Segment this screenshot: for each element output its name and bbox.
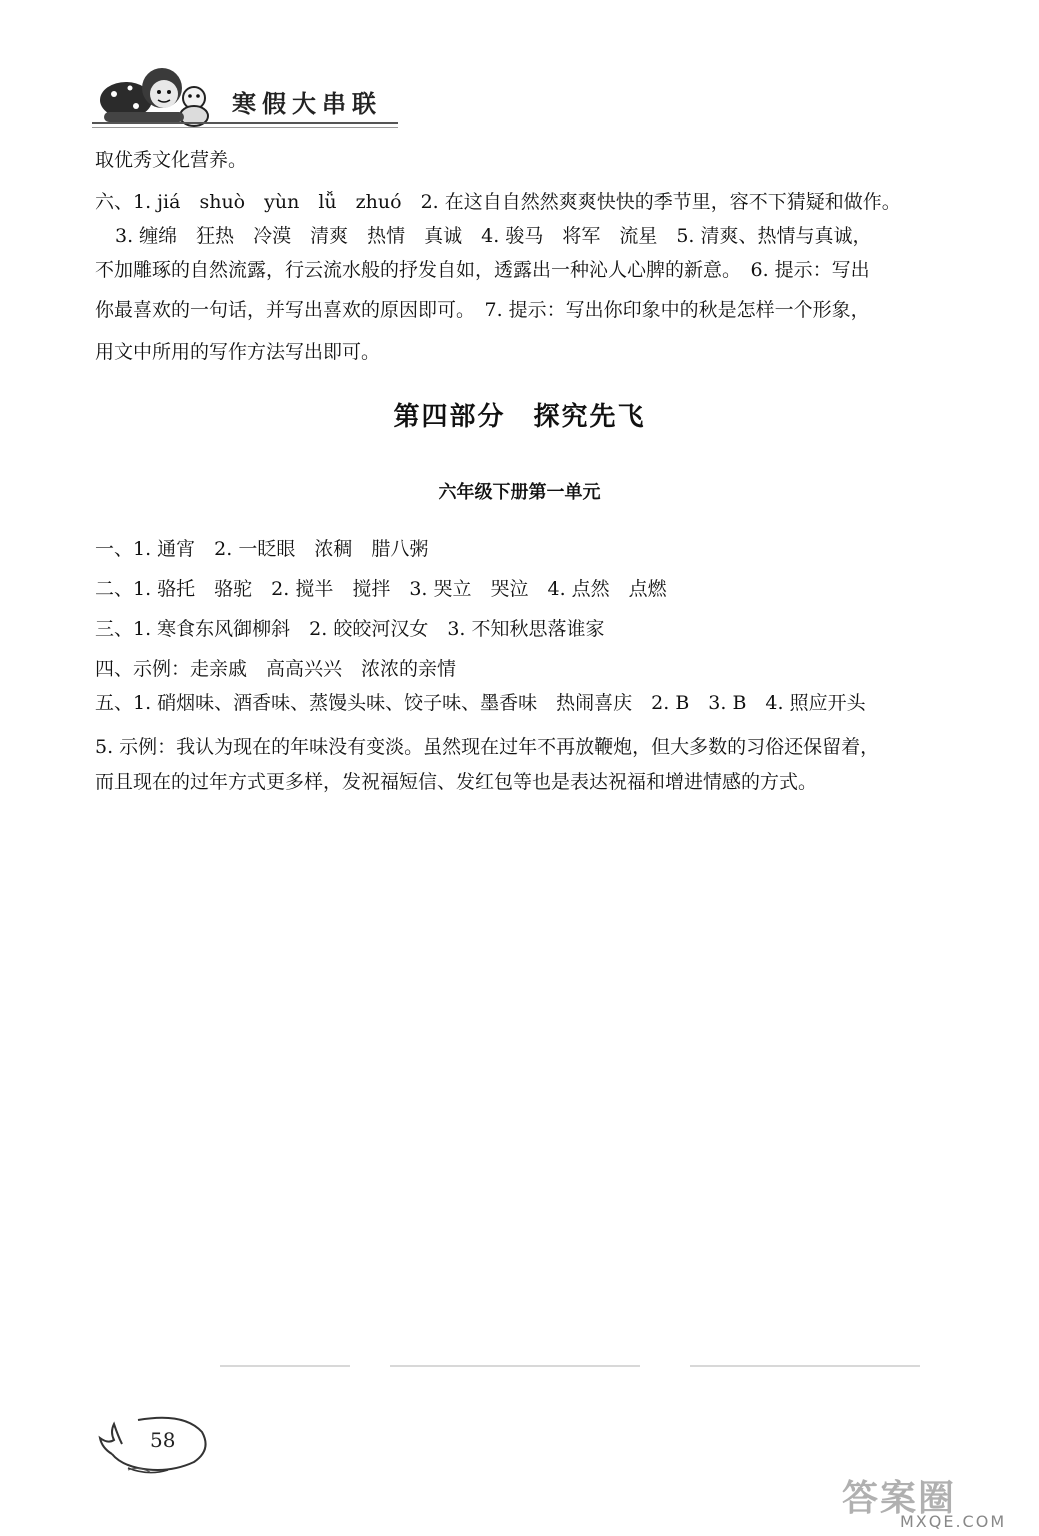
answer-line: 一、1. 通宵 2. 一眨眼 浓稠 腊八粥: [95, 538, 429, 560]
page-number: 58: [150, 1428, 176, 1452]
header-title: 寒假大串联: [232, 89, 382, 118]
footer-divider: [220, 1364, 920, 1368]
answer-line: 二、1. 骆托 骆驼 2. 搅半 搅拌 3. 哭立 哭泣 4. 点然 点燃: [95, 578, 667, 600]
answer-line: 不加雕琢的自然流露，行云流水般的抒发自如，透露出一种沁人心脾的新意。 6. 提示：写出: [95, 259, 870, 281]
answer-line: 3. 缠绵 狂热 冷漠 清爽 热情 真诚 4. 骏马 将军 流星 5. 清爽、热情与真诚，: [115, 225, 872, 247]
mascot-illustration: [96, 58, 216, 130]
answer-line: 三、1. 寒食东风御柳斜 2. 皎皎河汉女 3. 不知秋思落谁家: [95, 618, 605, 640]
answer-line: 用文中所用的写作方法写出即可。: [95, 341, 381, 363]
header-divider-thin: [92, 127, 398, 128]
section-title: 第四部分 探究先飞: [393, 402, 646, 432]
answer-line: 5. 示例：我认为现在的年味没有变淡。虽然现在过年不再放鞭炮，但大多数的习俗还保留着，: [95, 736, 880, 758]
header-divider: [92, 122, 398, 124]
answer-line: 而且现在的过年方式更多样，发祝福短信、发红包等也是表达祝福和增进情感的方式。: [95, 771, 818, 793]
watermark-logo: 答案圈: [842, 1478, 957, 1519]
unit-title: 六年级下册第一单元: [438, 482, 601, 503]
answer-line: 五、1. 硝烟味、酒香味、蒸馒头味、饺子味、墨香味 热闹喜庆 2. B 3. B 4. 照应开头: [95, 692, 866, 714]
answer-line: 六、1. jiá shuò yùn lǚ zhuó 2. 在这自自然然爽爽快快的季节里，容不下猜疑和做作。: [95, 191, 901, 213]
answer-line: 四、示例：走亲戚 高高兴兴 浓浓的亲情: [95, 658, 457, 680]
watermark-url: MXQE.COM: [900, 1512, 1007, 1531]
answer-line: 你最喜欢的一句话，并写出喜欢的原因即可。 7. 提示：写出你印象中的秋是怎样一个形象，: [95, 299, 870, 321]
answer-line: 取优秀文化营养。: [95, 149, 248, 171]
